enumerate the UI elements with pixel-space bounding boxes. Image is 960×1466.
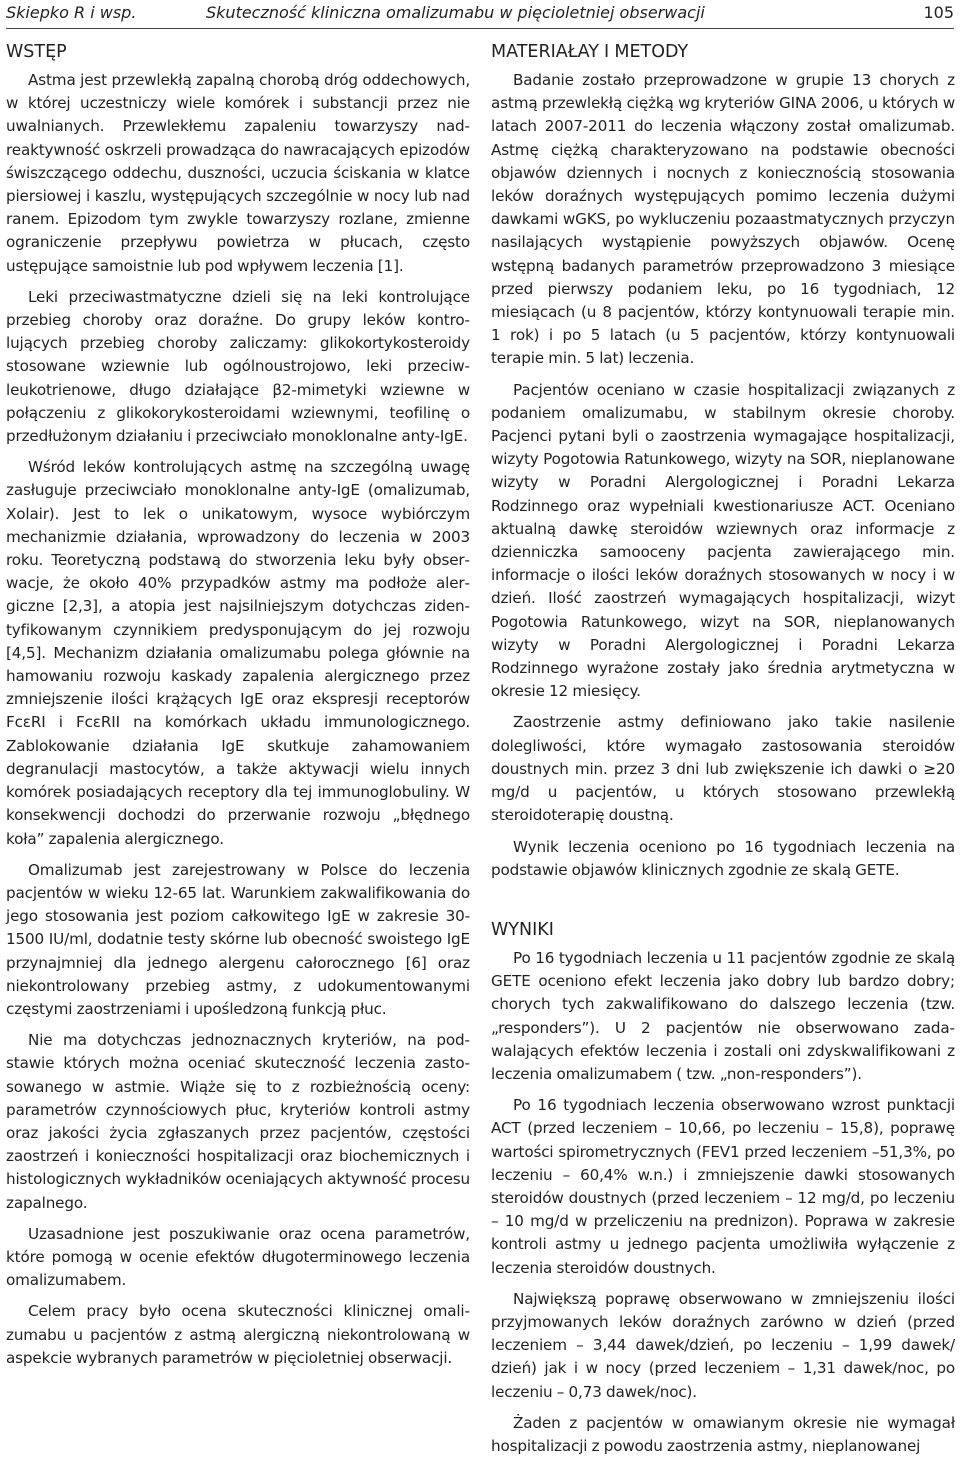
paragraph: Wśród leków kontrolujących astmę na szczególną uwagę zasługuje przeciwciało monoklonalne anty-IgE (omalizumab, Xolair). Jest to lek o unikatowym, wysoce wybiórczym mechanizmie działania, wprowadzony do leczenia w 2003 roku. Teoretyczną podstawą do stworzenia leku były obserwacje, że około 40% przypadków astmy ma podłoże alergiczne [2,3], a atopia jest najsilniejszym dotychczas zidentyfikowanym czynnikiem predysponującym do jej rozwoju [4,5]. Mechanizm działania omalizumabu polega głównie na hamowaniu rozwoju kaskady zapalenia alergicznego przez zmniejszenie ilości krążących IgE oraz ekspresji receptorów FcεRI i FcεRII na komórkach układu immunologicznego. Zablokowanie działania IgE skutkuje zahamowaniem degranulacji mastocytów, a także aktywacji wielu innych komórek posiadających receptory dla tej immunoglobuliny. W konsekwencji dochodzi do przerwanie rozwoju „błędnego koła” zapalenia alergicznego. <box>6 458 470 848</box>
section-heading-introduction: WSTĘP <box>6 42 67 62</box>
section-spacer <box>491 890 955 918</box>
left-column <box>6 40 470 1378</box>
page-number: 105 <box>923 3 954 22</box>
paragraph: Nie ma dotychczas jednoznacznych kryteriów, na podstawie których można oceniać skuteczność leczenia zastosowanego w astmie. Wiąże się to z rozbieżnością oceny: parametrów czynnościowych płuc, kryteriów kontroli astmy oraz jakości życia zgłaszanych przez pacjentów, częstości zaostrzeń i konieczności hospitalizacji oraz biochemicznych i histologicznych wykładników oceniających aktywność procesu zapalnego. <box>6 1031 470 1212</box>
paragraph: Zaostrzenie astmy definiowano jako takie nasilenie dolegliwości, które wymagało zastosowania steroidów doustnych min. przez 3 dni lub zwiększenie ich dawki o ≥20 mg/d u pacjentów, u których stosowano przewlekłą steroidoterapię doustną. <box>491 713 955 825</box>
paragraph: Pacjentów oceniano w czasie hospitalizacji związanych z podaniem omalizumabu, w stabilnym okresie choroby. Pacjenci pytani byli o zaostrzenia wymagające hospitalizacji, wizyty Pogotowia Ratunkowego, wizyty na SOR, nieplanowane wizyty w Poradni Alergologicznej i Poradni Lekarza Rodzinnego oraz wypełniali kwestionariusze ACT. Oceniano aktualną dawkę steroidów wziewnych oraz informacje z dzienniczka samooceny pacjenta zawierającego min. informacje o ilości leków doraźnych stosowanych w nocy i w dzień. Ilość zaostrzeń wymagających hospitalizacji, wizyt Pogotowia Ratunkowego, wizyt na SOR, nieplanowanych wizyty w Poradni Alergologicznej i Poradni Lekarza Rodzinnego wyrażone zostały jako średnia arytmetyczna w okresie 12 miesięcy. <box>491 380 955 701</box>
paragraph: Badanie zostało przeprowadzone w grupie 13 chorych z astmą przewlekłą ciężką wg kryteriów GINA 2006, u których w latach 2007-2011 do leczenia włączony został omalizumab. Astmę ciężką charakteryzowano na podstawie obecności objawów dziennych i nocnych z koniecznością stosowania leków doraźnych występujących pomimo leczenia dużymi dawkami wGKS, po wykluczeniu pozaastmatycznych przyczyn nasilających wystąpienie powyższych objawów. Ocenę wstępną badanych parametrów przeprowadzono 3 miesiące przed pierwszy podaniem leku, po 16 tygodniach, 12 miesiącach (u 8 pacjentów, którzy kontynuowali terapie min. 1 rok) i po 5 latach (u 5 pacjentów, którzy kontynuowali terapie min. 5 lat) leczenia. <box>491 71 955 368</box>
paragraph: Uzasadnione jest poszukiwanie oraz ocena parametrów, które pomogą w ocenie efektów długoterminowego leczenia omalizumabem. <box>6 1224 470 1290</box>
paragraph: Astma jest przewlekłą zapalną chorobą dróg oddechowych, w której uczestniczy wiele komórek i substancji przez nie uwalnianych. Przewlekłemu zapaleniu towarzyszy nadreaktywność oskrzeli prowadząca do nawracających epizodów świszczącego oddechu, duszności, uczucia ściskania w klatce piersiowej i kaszlu, występujących szczególnie w nocy lub nad ranem. Epizodom tym zwykle towarzyszy rozlane, zmienne ograniczenie przepływu powietrza w płucach, często ustępujące samoistnie lub pod wpływem leczenia [1]. <box>6 71 470 275</box>
right-column <box>491 40 955 1466</box>
header-rule <box>6 28 954 29</box>
paragraph: Wynik leczenia oceniono po 16 tygodniach leczenia na podstawie objawów klinicznych zgodnie ze skalą GETE. <box>491 837 955 879</box>
section-heading-results: WYNIKI <box>491 919 554 940</box>
paragraph: Największą poprawę obserwowano w zmniejszeniu ilości przyjmowanych leków doraźnych zarówno w dzień (przed leczeniem – 3,44 dawek/dzień, po leczeniu – 1,99 dawek/ dzień) jak i w nocy (przed leczeniem – 1,31 dawek/noc, po leczeniu – 0,73 dawek/noc). <box>491 1289 955 1401</box>
paragraph: Celem pracy było ocena skuteczności klinicznej omalizumabu u pacjentów z astmą alergiczną niekontrolowaną w aspekcie wybranych parametrów w pięcioletniej obserwacji. <box>6 1302 470 1367</box>
paragraph: Po 16 tygodniach leczenia obserwowano wzrost punktacji ACT (przed leczeniem – 10,66, po leczeniu – 15,8), poprawę wartości spirometrycznych (FEV1 przed leczeniem –51,3%, po leczeniu – 60,4% w.n.) i zmniejszenie dawki stosowanych steroidów doustnych (przed leczeniem – 12 mg/d, po leczeniu – 10 mg/d w przeliczeniu na prednizon). Poprawa w zakresie kontroli astmy u jednego pacjenta umożliwiła wyłączenie z leczenia steroidów doustnych. <box>491 1096 955 1277</box>
paragraph: Omalizumab jest zarejestrowany w Polsce do leczenia pacjentów w wieku 12-65 lat. Warunkiem zakwalifikowania do jego stosowania jest poziom całkowitego IgE w zakresie 30-1500 IU/ml, dodatnie testy skórne lub obecność swoistego IgE przynajmniej dla jednego alergenu całorocznego [6] oraz niekontrolowany przebieg astmy, z udokumentowanymi częstymi zaostrzeniami i upośledzoną funkcją płuc. <box>6 860 470 1018</box>
header-article-title: Skuteczność kliniczna omalizumabu w pięcioletniej obserwacji <box>206 3 705 22</box>
paragraph: Po 16 tygodniach leczenia u 11 pacjentów zgodnie ze skalą GETE oceniono efekt leczenia jako dobry lub bardzo dobry; chorych tych zakwalifikowano do dalszego leczenia (tzw. „responders”). U 2 pacjentów nie obserwowano zadawalających efektów leczenia i zostali oni zdyskwalifikowani z leczenia omalizumabem ( tzw. „non-responders”). <box>491 948 955 1083</box>
header-authors: Skiepko R i wsp. <box>6 3 137 22</box>
section-heading-methods: MATERIAŁAY I METODY <box>491 42 689 62</box>
running-header <box>6 0 954 28</box>
paragraph: Leki przeciwastmatyczne dzieli się na leki kontrolujące przebieg choroby oraz doraźne. Do grupy leków kontrolujących przebieg choroby zaliczamy: glikokortykosteroidy stosowane wziewnie lub ogólnoustrojowo, leki przeciwleukotrienowe, długo działające β2-mimetyki wziewne w połączeniu z glikokorykosteroidami wziewnymi, teofilinę o przedłużonym działaniu i przeciwciało monoklonalne anty-IgE. <box>6 287 470 446</box>
paragraph: Żaden z pacjentów w omawianym okresie nie wymagał hospitalizacji z powodu zaostrzenia astmy, nieplanowanej <box>491 1413 955 1455</box>
